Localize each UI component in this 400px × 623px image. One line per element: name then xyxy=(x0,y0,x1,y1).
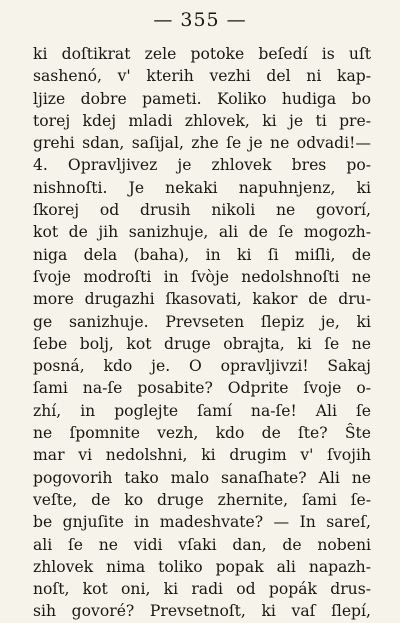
text-line: zhlovek nima toliko popak ali napazh- xyxy=(33,557,371,576)
text-line: ſami na-ſe posabite? Odprite ſvoje o- xyxy=(33,379,371,398)
body-text xyxy=(33,43,371,623)
text-line: ljize dobre pameti. Koliko hudiga bo xyxy=(33,89,371,108)
text-line: ali ſe ne vidi vſaki dan, de nobeni xyxy=(33,535,371,554)
text-line: posná, kdo je. O opravljivzi! Sakaj xyxy=(33,357,371,376)
text-line: sih govoré? Prevsetnoſt, ki vaſ ſlepí, xyxy=(33,602,371,621)
text-line: ge sanizhuje. Prevseten ſlepiz je, ki xyxy=(33,312,371,331)
text-line: be gnjuſite in madeshvate? — In sareſ, xyxy=(33,513,371,532)
text-line: veſte, de ko druge zhernite, ſami ſe- xyxy=(33,490,371,509)
page-number-header: — 355 — xyxy=(153,9,247,31)
text-line: ſkorej od drusih nikoli ne govorí, xyxy=(33,201,371,220)
text-line: pogovorih tako malo sanaſhate? Ali ne xyxy=(33,468,371,487)
text-line: mar vi nedolshni, ki drugim v' ſvojih xyxy=(33,446,371,465)
text-line: 4. Opravljivez je zhlovek bres po- xyxy=(33,156,371,175)
text-line: torej kdej mladi zhlovek, ki je ti pre- xyxy=(33,111,371,130)
text-line: more drugazhi ſkasovati, kakor de dru- xyxy=(33,290,371,309)
text-line: ki doſtikrat zele potoke beſedí is uſt xyxy=(33,45,371,63)
text-line: ne ſpomnite vezh, kdo de ſte? Ŝte xyxy=(33,424,371,443)
text-line: noſt, kot oni, ki radi od popák drus- xyxy=(33,580,371,599)
text-line: grehi sdan, saſijal, zhe ſe je ne odvadi!— xyxy=(33,134,371,153)
text-line: ſvoje modroſti in ſvòje nedolshnoſti ne xyxy=(33,267,371,286)
text-line: niga dela (baha), in ki ſi miſli, de xyxy=(33,245,371,264)
text-line: sashenó, v' kterih vezhi del ni kap- xyxy=(33,67,371,86)
text-line: nishnoſti. Je nekaki napuhnjenz, ki xyxy=(33,178,371,197)
text-line: ſebe bolj, kot druge obrajta, ki ſe ne xyxy=(33,334,371,353)
text-line: kot de jih sanizhuje, ali de ſe mogozh- xyxy=(33,223,371,242)
text-line: zhí, in poglejte ſamí na-ſe! Ali ſe xyxy=(33,401,371,420)
